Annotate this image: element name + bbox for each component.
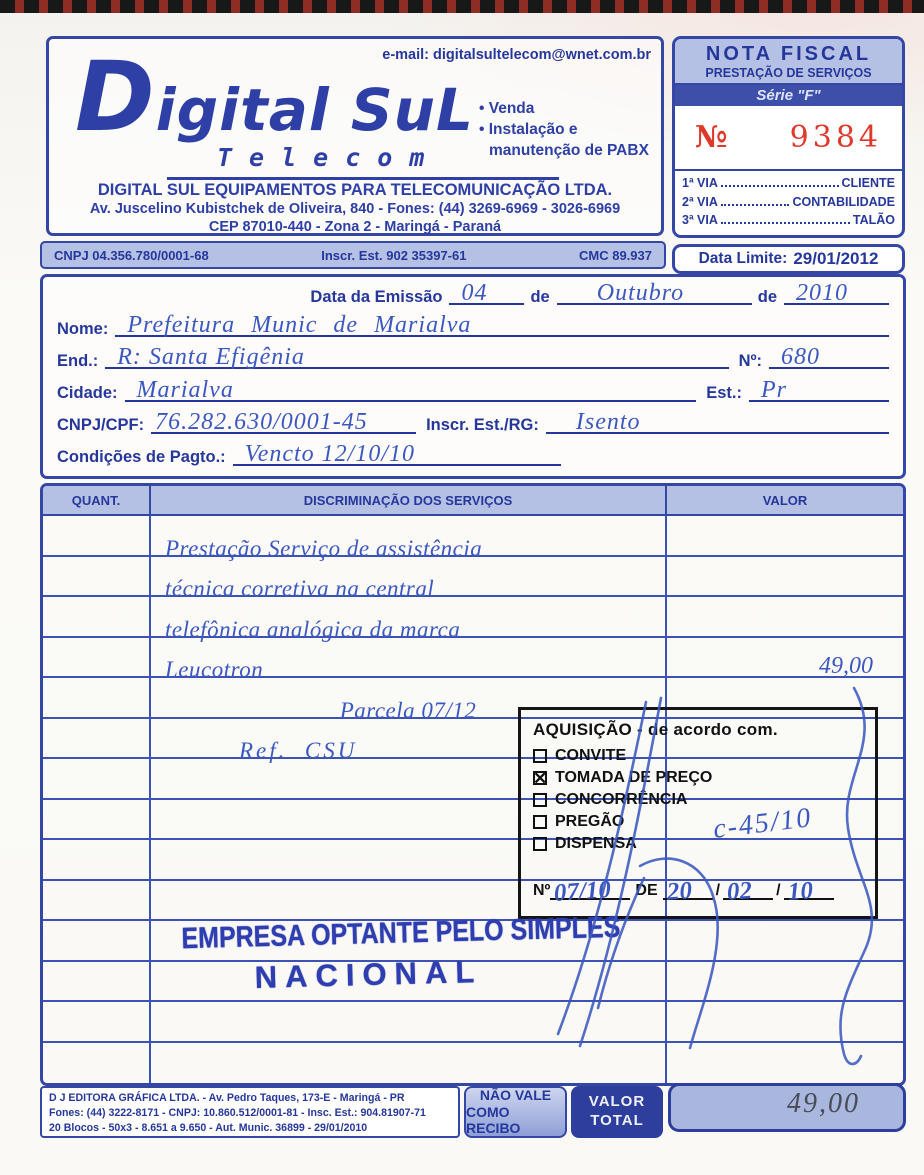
company-cmc: CMC 89.937 xyxy=(579,247,652,263)
via-label: 1ª VIA xyxy=(682,175,718,190)
quant-cell xyxy=(43,557,149,596)
date-separator: / xyxy=(776,882,781,899)
de-label: de xyxy=(757,287,777,306)
desc-handwriting: técnica corretiva na central xyxy=(165,576,435,601)
header-valor: VALOR xyxy=(665,486,903,514)
company-address-1: Av. Juscelino Kubistchek de Oliveira, 840 - Fones: (44) 3269-6969 - 3026-6969 xyxy=(89,201,621,217)
desc-cell xyxy=(149,597,665,642)
field-cidade xyxy=(57,376,889,403)
valor-cell xyxy=(665,1043,903,1084)
quant-cell xyxy=(43,719,149,758)
via-label: 3ª VIA xyxy=(682,213,718,228)
valor-total-box xyxy=(571,1086,663,1138)
option-label: TOMADA DE PREÇO xyxy=(555,769,713,786)
aquisicao-box xyxy=(518,707,878,919)
vias-list xyxy=(675,169,902,235)
total-amount-handwriting: 49,00 xyxy=(787,1088,860,1119)
logo-telecom: Telecom xyxy=(217,143,442,172)
aquisicao-option xyxy=(533,769,863,787)
service-item: manutenção de PABX xyxy=(489,141,649,159)
cnpj-cpf-field xyxy=(151,408,416,435)
emissao-ano-field xyxy=(784,280,889,306)
numero-label: Nº: xyxy=(738,351,762,370)
endereco-handwriting: R: Santa Efigênia xyxy=(117,344,305,371)
cidade-handwriting: Marialva xyxy=(136,376,234,403)
torn-perforation-edge xyxy=(0,0,924,13)
desc-cell xyxy=(149,516,665,561)
aq-num-field xyxy=(550,876,630,907)
nao-vale-line1: NÃO VALE xyxy=(479,1086,552,1103)
quant-cell xyxy=(43,962,149,1001)
quant-cell xyxy=(43,597,149,636)
aquisicao-title: AQUISIÇÃO - de acordo com. xyxy=(533,720,778,739)
estado-label: Est.: xyxy=(706,384,742,403)
aq-num-label: Nº xyxy=(533,882,551,899)
quant-cell xyxy=(43,921,149,960)
emissao-dia-handwriting: 04 xyxy=(461,280,488,306)
data-limite-box xyxy=(672,244,905,274)
table-row xyxy=(43,557,903,601)
checkbox-icon xyxy=(533,749,547,763)
field-condicoes-pagto xyxy=(57,440,889,467)
registry-bar xyxy=(40,241,666,269)
dotted-leader xyxy=(721,195,790,206)
via-label: 2ª VIA xyxy=(682,194,718,209)
email-line: e-mail: digitalsultelecom@wnet.com.br xyxy=(382,47,651,63)
valor-total-line1: VALOR xyxy=(588,1093,646,1111)
pagto-field xyxy=(233,440,561,467)
via-row xyxy=(682,211,895,230)
de-label: de xyxy=(530,287,550,306)
checkbox-checked-icon xyxy=(533,771,547,785)
numero-handwriting: 680 xyxy=(781,344,820,371)
numero-symbol: № xyxy=(695,119,728,155)
aquisicao-option xyxy=(533,791,863,809)
customer-box xyxy=(40,274,906,479)
table-header-row xyxy=(43,486,903,516)
aq-date-month-handwriting: 02 xyxy=(726,877,753,906)
quant-cell xyxy=(43,800,149,839)
aquisicao-option xyxy=(533,835,863,853)
nota-fiscal-header xyxy=(675,39,902,85)
nota-fiscal-title: NOTA FISCAL xyxy=(705,43,872,65)
quant-cell xyxy=(43,638,149,677)
quant-cell xyxy=(43,759,149,798)
valor-cell xyxy=(665,638,903,677)
quant-cell xyxy=(43,1043,149,1084)
field-cnpj-cpf xyxy=(57,408,889,435)
nao-vale-line2: COMO RECIBO xyxy=(466,1103,521,1137)
header-quant: QUANT. xyxy=(71,493,121,508)
inscr-rg-label: Inscr. Est./RG: xyxy=(426,416,539,435)
desc-cell xyxy=(149,638,665,682)
checkbox-icon xyxy=(533,837,547,851)
estado-field xyxy=(749,376,889,403)
quant-cell xyxy=(43,840,149,879)
table-row xyxy=(43,597,903,642)
quant-cell xyxy=(43,516,149,555)
field-endereco xyxy=(57,344,889,371)
services-list xyxy=(479,99,655,162)
company-header-box xyxy=(46,36,664,236)
option-label: CONCORRÊNCIA xyxy=(555,791,688,808)
aquisicao-option xyxy=(533,747,863,765)
aquisicao-options xyxy=(533,747,863,853)
valor-total-line2: TOTAL xyxy=(590,1112,644,1129)
via-row xyxy=(682,174,895,193)
valor-cell xyxy=(665,597,903,636)
desc-handwriting: Prestação Serviço de assistência xyxy=(165,535,483,561)
invoice-number-row xyxy=(675,106,902,169)
logo-underline xyxy=(167,177,559,180)
endereco-label: End.: xyxy=(57,351,99,370)
table-row xyxy=(43,638,903,682)
desc-handwriting: Ref. CSU xyxy=(239,738,358,763)
aq-date-month-field xyxy=(723,877,773,906)
nota-fiscal-subtitle: PRESTAÇÃO DE SERVIÇOS xyxy=(705,66,872,80)
estado-handwriting: Pr xyxy=(761,376,787,403)
aq-date-day-field xyxy=(663,877,713,906)
valor-handwriting: 49,00 xyxy=(819,653,873,679)
via-destination: TALÃO xyxy=(852,213,895,228)
aq-date-year-handwriting: 10 xyxy=(786,877,814,906)
endereco-field xyxy=(105,344,728,371)
emissao-dia-field xyxy=(449,280,524,306)
desc-handwriting: Leucotron xyxy=(165,657,264,682)
printer-line1: D J EDITORA GRÁFICA LTDA. - Av. Pedro Taques, 173-E - Maringá - PR xyxy=(49,1092,405,1104)
stamp-line2: NACIONAL xyxy=(254,954,483,995)
field-nome xyxy=(57,312,889,339)
cnpj-cpf-handwriting: 76.282.630/0001-45 xyxy=(155,408,368,435)
option-label: DISPENSA xyxy=(555,835,637,852)
aq-num-handwriting: 07/10 xyxy=(553,876,613,907)
table-row xyxy=(43,516,903,561)
valor-cell xyxy=(665,1002,903,1041)
cidade-field xyxy=(125,376,697,403)
valor-cell xyxy=(665,962,903,1001)
pagto-handwriting: Vencto 12/10/10 xyxy=(244,440,415,467)
table-row xyxy=(43,1002,903,1043)
table-row xyxy=(43,1043,903,1084)
emissao-ano-handwriting: 2010 xyxy=(796,280,848,306)
simples-nacional-stamp xyxy=(181,910,621,998)
valor-cell xyxy=(665,921,903,960)
printer-line3: 20 Blocos - 50x3 - 8.651 a 9.650 - Aut. Munic. 36899 - 29/01/2010 xyxy=(49,1122,368,1135)
desc-handwriting: telefônica analógica da marca xyxy=(165,616,461,642)
service-item: • Venda xyxy=(479,100,535,117)
pagto-label: Condições de Pagto.: xyxy=(57,448,226,467)
numero-field xyxy=(769,344,889,371)
desc-cell xyxy=(149,557,665,601)
valor-cell xyxy=(665,557,903,596)
field-data-emissao xyxy=(57,280,889,306)
nota-fiscal-box xyxy=(672,36,905,238)
dotted-leader xyxy=(721,176,839,187)
nome-handwriting: Prefeitura Munic de Marialva xyxy=(127,312,472,339)
invoice-number: 9384 xyxy=(789,119,882,155)
desc-handwriting: Parcela 07/12 xyxy=(339,697,477,723)
via-destination: CLIENTE xyxy=(841,175,895,190)
cnpj-cpf-label: CNPJ/CPF: xyxy=(57,416,145,435)
quant-cell xyxy=(43,678,149,717)
emissao-label: Data da Emissão xyxy=(310,287,443,306)
company-cnpj: CNPJ 04.356.780/0001-68 xyxy=(54,247,209,263)
company-name: DIGITAL SUL EQUIPAMENTOS PARA TELECOMUNICAÇÃO LTDA. xyxy=(97,181,613,199)
header-discriminacao: DISCRIMINAÇÃO DOS SERVIÇOS xyxy=(149,486,665,514)
aq-date-year-field xyxy=(784,877,834,906)
cidade-label: Cidade: xyxy=(57,384,118,403)
date-separator: / xyxy=(715,882,721,899)
logo-digital-sul: Digital SuL xyxy=(75,41,474,153)
nome-field xyxy=(115,312,889,339)
printer-line2: Fones: (44) 3222-8171 - CNPJ: 10.860.512/0001-81 - Insc. Est.: 904.81907-71 xyxy=(49,1107,426,1120)
quant-cell xyxy=(43,1002,149,1041)
via-destination: CONTABILIDADE xyxy=(792,194,895,209)
emissao-mes-handwriting: Outubro xyxy=(596,280,685,306)
data-limite-label: Data Limite: xyxy=(698,250,788,267)
pregao-note-handwriting: c-45/10 xyxy=(711,802,814,845)
aq-date-day-handwriting: 20 xyxy=(665,877,693,906)
stamp-line1: EMPRESA OPTANTE PELO SIMPLES xyxy=(181,910,621,956)
valor-cell xyxy=(665,516,903,555)
dotted-leader xyxy=(721,213,850,224)
printer-info-box xyxy=(40,1086,460,1138)
service-item: • Instalação e xyxy=(479,120,578,138)
inscr-rg-handwriting: Isento xyxy=(575,408,641,435)
quant-cell xyxy=(43,881,149,920)
aq-de-label: DE xyxy=(635,882,658,899)
emissao-mes-field xyxy=(557,280,752,306)
desc-cell xyxy=(149,1043,665,1084)
desc-cell xyxy=(149,1002,665,1041)
checkbox-icon xyxy=(533,815,547,829)
company-inscr-est: Inscr. Est. 902 35397-61 xyxy=(321,247,467,263)
inscr-rg-field xyxy=(546,408,889,435)
via-row xyxy=(682,193,895,212)
company-address-2: CEP 87010-440 - Zona 2 - Maringá - Paraná xyxy=(208,219,502,235)
data-limite-value: 29/01/2012 xyxy=(793,249,879,268)
nome-label: Nome: xyxy=(57,319,109,338)
total-amount-box xyxy=(668,1083,906,1132)
serie-bar: Série "F" xyxy=(675,85,902,106)
option-label: PREGÃO xyxy=(555,813,625,830)
checkbox-icon xyxy=(533,793,547,807)
aquisicao-number-line xyxy=(533,876,863,907)
nao-vale-como-recibo-box xyxy=(464,1086,567,1138)
option-label: CONVITE xyxy=(555,747,627,764)
